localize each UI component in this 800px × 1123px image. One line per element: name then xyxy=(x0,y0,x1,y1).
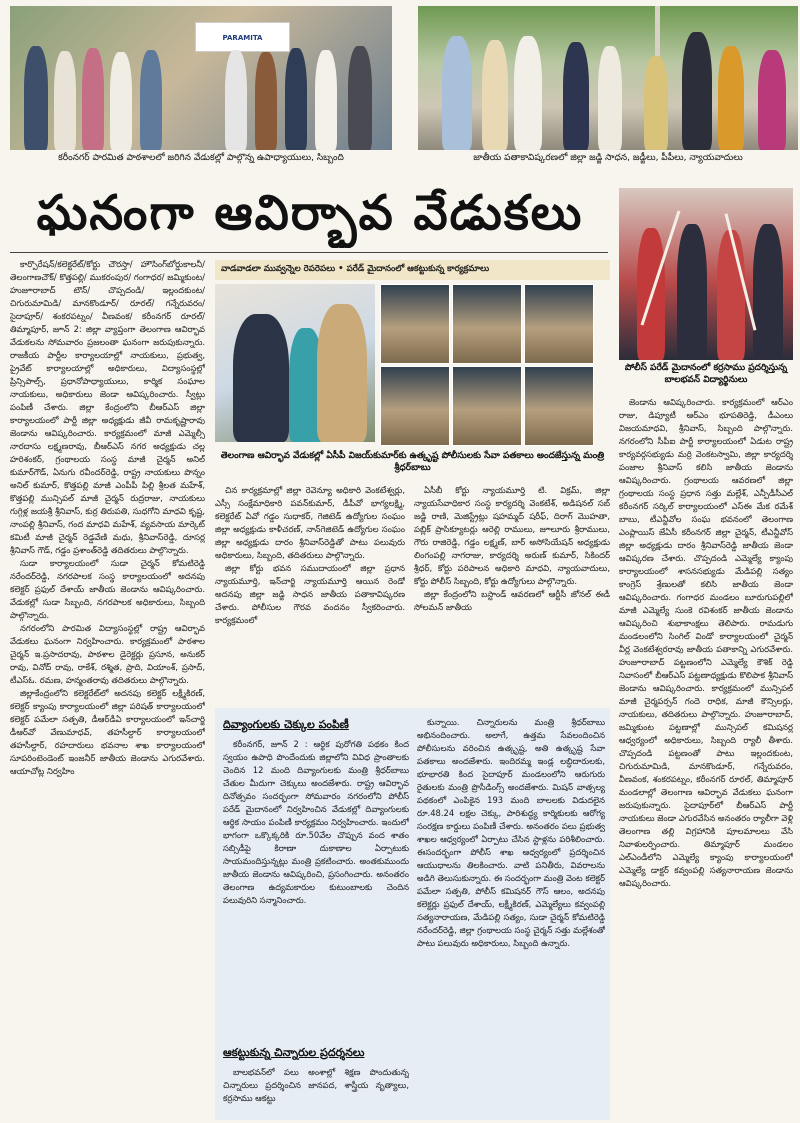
right-mid-column xyxy=(414,484,610,704)
article-paragraph: బాలభవన్‌లో పలు అంశాల్లో శిక్షణ పొందుతున్న చిన్నారులు ప్రదర్శించిన జానపద, శాస్త్రీయ నృత్యాలు, కర్రసాము ఆకట్టు xyxy=(223,1067,409,1103)
person-figure xyxy=(315,50,337,150)
article-paragraph: చిన కార్యక్రమాల్లో జిల్లా రెవెన్యూ అధికారి వెంకటేశ్వర్లు, ఎస్సీ సంక్షేమాధికారి పవన్‌కుమార్, డీపీవో భాగ్యలక్ష్మి, కలెక్టరేట్ ఏవో గడ్డం సుధాకర్, గెజిటెడ్ ఉద్యోగుల సంఘం జిల్లా అధ్యక్షుడు కాళీచరణ్, నాన్‌గెజిటెడ్ ఉద్యోగుల సంఘం జిల్లా అధ్యక్షుడు దారం శ్రీనివాస్‌రెడ్డితో పాటు పలువురు అధికారులు, సిబ్బంది, తదితరులు పాల్గొన్నారు. xyxy=(215,485,405,560)
photo-medal-ceremony xyxy=(215,284,375,442)
photo-stick-fighting xyxy=(619,188,793,360)
top-right-caption: జాతీయ పతాకావిష్కరణలో జిల్లా జడ్జి సాధన, జడ్జీలు, పీపీలు, న్యాయవాదులు xyxy=(473,153,743,163)
police-officer-figure xyxy=(317,304,367,442)
person-figure xyxy=(54,51,76,150)
far-right-column xyxy=(619,396,793,1118)
article-paragraph: ఏసీబీ కోర్టు న్యాయమూర్తి టి. విక్రమ్, జిల్లా న్యాయసేవాధికార సంస్థ కార్యదర్శి వెంకటేశ్, అడిషనల్ సబ్ జడ్జి రాణి, మెజిస్ట్రేట్లు షహమ్మద్ షరీఫ్, దిరాగ్ మొహతా, పబ్లిక్ ప్రాసిక్యూటర్లు ఆరెల్లి రాములు, జూలూరు శ్రీరాములు, గౌరు రాజిరెడ్డి, గడ్డం లక్ష్మణ్, బార్ అసోసియేషన్ అధ్యక్షుడు లింగంపల్లి నాగరాజు, కార్యదర్శి అరుణ్ కుమార్, సికిందర్ శ్రీధర్, కోర్టు పరిపాలన అధికారి మాధవి, న్యాయవాదులు, కోర్టు పోలీస్ సిబ్బంది, కోర్టు ఉద్యోగులు పాల్గొన్నారు. xyxy=(414,485,610,586)
photo-police-3 xyxy=(524,284,594,364)
paramita-banner: PARAMITA xyxy=(195,22,290,52)
box-sub-text xyxy=(223,1066,409,1118)
person-figure xyxy=(644,56,668,150)
photo-police-5 xyxy=(452,366,522,446)
article-paragraph: జెండాను ఆవిష్కరించారు. కార్యక్రమంలో ఆర్‌ఎం రాజు, డిప్యూటీ ఆర్ఎం భూపతిరెడ్డి, డీఎంలు విజయమాధవి, శ్రీనివాస్, సిబ్బంది పాల్గొన్నారు. నగరంలోని సీపీఐ పార్టీ కార్యాలయంలో ఏడుట రాష్ట్ర కార్యవర్గసభ్యుడు మర్రి వెంకటస్వామి, జిల్లా కార్యదర్శి పంజాల శ్రీనివాస్ కలిసి జాతీయ జెండాను ఆవిష్కరించారు. గ్రంథాలయ ఆవరణలో జిల్లా గ్రంథాలయ సంస్థ ప్రధాన సత్తు మల్లేశ్, ఎన్పీడీసీఎల్ కరీంనగర్ సర్కిల్ కార్యాలయంలో ఎస్ఈ మేక రమేశ్ బాబు, టీఎన్జీవోల సంఘ భవనంలో తెలంగాణ ఎంప్లాయిస్ జేఏసీ కరీంనగర్ జిల్లా చైర్మన్, టీఎన్జీవోస్ జిల్లా అధ్యక్షుడు దారం శ్రీనివాస్‌రెడ్డి జాతీయ జెండా ఆవిష్కరణ చేశారు. చొప్పదండి ఎమ్మెల్యే క్యాంపు కార్యాలయంలో శాసనసభ్యుడు మేడిపల్లి సత్యం కాంగ్రెస్ శ్రేణులతో కలిసి జాతీయ జెండా ఆవిష్కరించారు. గంగాధర మండలం బూరుగుపల్లిలో మాజీ ఎమ్మెల్యే సుంకె రవిశంకర్ జాతీయ జెండాను ఆవిష్కరించి శుభాకాంక్షలు తెలిపారు. రామడుగు మండలంలోని సింగిల్ విండో కార్యాలయంలో చైర్మన్ వీర్ల వెంకటేశ్వరరావు జాతీయ పతాకాన్ని ఎగురవేశారు. హుజూరాబాద్ పట్టణంలోని ఎమ్మెల్యే కౌశిక్ రెడ్డి నివాసంలో బీఆర్ఎస్ పట్టణాధ్యక్షుడు కొలిపాక శ్రీనివాస్ జెండాను ఆవిష్కరించారు. కార్యక్రమంలో మున్సిపల్ మాజీ చైర్మపర్సన్ గందె రాధిక, మాజీ కౌన్సిలర్లు, నాయకులు, తదితరులు పాల్గొన్నారు. హుజూరాబాద్, జమ్మికుంట పట్టణాల్లో మున్సిపల్ కమిషనర్ల ఆధ్వర్యంలో అధికారులు, సిబ్బంది ర్యాలీ తీశారు. చొప్పదండి పట్టణంతో పాటు ఇల్లందకుంట, చిగురుమామిడి, మానకొండూర్, గన్నేరువరం, వీణవంక, శంకరపట్నం, కరీంనగర్ రూరల్, తిమ్మాపూర్ మండలాల్లో తెలంగాణ ఆవిర్భావ వేడుకలు ఘనంగా జరుపుకున్నారు. సైదాపూర్‌లో బీఆర్ఎస్ పార్టీ నాయకులు జెండా ఎగురవేసిన అనంతరం ర్యాలీగా వెళ్లి తెలంగాణ తల్లి విగ్రహానికి పూలమాలలు వేసి నివాళులర్పించారు. తిమ్మాపూర్ మండలం ఎల్ఎండీలోని ఎమ్మెల్యే క్యాంపు కార్యాలయంలో ఎమ్మెల్యే డాక్టర్ కవ్వంపల్లి సత్యనారాయణ జెండాను ఆవిష్కరించారు. xyxy=(619,397,793,888)
person-figure xyxy=(348,46,372,150)
person-figure xyxy=(677,224,707,360)
left-column xyxy=(10,258,205,1118)
article-paragraph: కార్పొరేషన్/కలెక్టరేట్/కోర్టు చౌరస్తా/ హౌసింగ్‌బోర్డుకాలనీ/ తెలంగాణచౌక్/ కొత్తపల్లి/ ముకరంపుర/ గంగాధర/ జమ్మికుంట/ హుజూరాబాద్ టౌన్/ చొప్పదండి/ ఇల్లందకుంట/ చిగురుమామిడి/ మానకొండూర్/ రూరల్/ గన్నేరువరం/ సైదాపూర్/ శంకరపట్నం/ వీణవంక/ కరీంనగర్ రూరల్/ తిమ్మాపూర్, జూన్ 2: జిల్లా వ్యాప్తంగా తెలంగాణ ఆవిర్భావ వేడుకలను సోమవారం ప్రజలంతా ఘనంగా జరుపుకున్నారు. రాజకీయ పార్టీల కార్యాలయాల్లో నాయకులు, ప్రభుత్వ, ప్రైవేట్ కార్యాలయాల్లో అధికారులు, విద్యాసంస్థల్లో ప్రిన్సిపాల్స్, ప్రధానోపాధ్యాయులు, కార్మిక సంఘాల నాయకులు, అధికారులు జెండా ఆవిష్కరించారు. స్వీట్లు పంపిణీ చేశారు. జిల్లా కేంద్రంలోని బీఆర్ఎస్ జిల్లా కార్యాలయంలో పార్టీ జిల్లా అధ్యక్షుడు జీవీ రామకృష్ణారావు జెండాను ఆవిష్కరించారు. కార్యక్రమంలో మాజీ ఎమ్మెల్సీ నారదాసు లక్ష్మణరావు, బీఆర్ఎస్ నగర అధ్యక్షుడు చల్ల హరిశంకర్, గ్రంథాలయ సంస్థ మాజీ చైర్మన్ అనిల్ కుమార్‌గౌడ్, ఏనుగు రవీందర్‌రెడ్డి, రాష్ట్ర నాయకులు పొన్నం అనిల్ కుమార్, కొత్తపల్లి మాజీ ఎంపీపీ పిల్లి శ్రీలత మహేశ్, కొత్తపల్లి మున్సిపల్ మాజీ చైర్మన్ రుద్రరాజు, నాయకులు గుగ్గిళ్ల జయశ్రీ శ్రీనివాస్, కుర్ర తిరుపతి, సుధగోని మాధవి కృష్ణ, నాంపల్లి శ్రీనివాస్, గంద మాధవి మహేశ్, వ్యవసాయ మార్కెట్ కమిటీ మాజీ చైర్మన్ రెడ్డవేణి మధు, శ్రీనివాస్‌రెడ్డి, దూసర్ల శ్రీనివాస్ గౌడ్, గడ్డం ప్రశాంత్‌రెడ్డి తదితరులు పాల్గొన్నారు. xyxy=(10,259,205,555)
photo-flag-hoisting xyxy=(418,6,798,150)
person-figure xyxy=(753,224,783,360)
person-figure xyxy=(442,36,472,150)
article-paragraph: కరీంనగర్, జూన్ 2 : ఆర్థిక పురోగతి పథకం కింద స్వయం ఉపాధి పొందేందుకు జిల్లాలోని వివిధ ప్రాంతాలకు చెందిన 12 మంది దివ్యాంగులకు మంత్రి శ్రీధర్‌బాబు చేతుల మీదుగా చెక్కులు అందజేశారు. రాష్ట్ర ఆవిర్భావ దినోత్సవం సందర్భంగా సోమవారం నగరంలోని పోలీస్ పరేడ్ మైదానంలో నిర్వహించిన వేడుకల్లో దివ్యాంగులకు ఆర్థిక సాయం పంపిణీ కార్యక్రమం నిర్వహించారు. ఇందులో భాగంగా ఒక్కొక్కరికి రూ.50వేల చొప్పున వంద శాతం సబ్సిడీపై కిరాణా దుకాణాల ఏర్పాటుకు సాయమందిస్తున్నట్లు మంత్రి ప్రకటించారు. అంతకుముందు జాతీయ జెండాను ఆవిష్కరించి, ప్రసంగించారు. అనంతరం తెలంగాణ ఉద్యమకారుల కుటుంబాలకు చెందిన పలువురిని సన్మానించారు. xyxy=(223,739,409,905)
person-figure xyxy=(110,52,132,150)
mid-column xyxy=(215,484,405,704)
box-right-column xyxy=(417,716,605,1116)
person-figure xyxy=(682,32,712,150)
center-photo-caption: తెలంగాణ ఆవిర్భావ వేడుకల్లో ఏసీపీ విజయ్‌కుమార్‌కు ఉత్కృష్ట పోలీసులకు సేవా పతకాలు అందజేస్తున్న మంత్రి శ్రీధర్‌బాబు xyxy=(220,451,605,473)
box-left-column xyxy=(223,738,409,1038)
photo-police-4 xyxy=(380,366,450,446)
person-figure xyxy=(717,230,745,360)
person-figure xyxy=(514,36,542,150)
article-paragraph: జిల్లా కేంద్రంలోని బస్టాండ్ ఆవరణలో ఆర్టీసీ జోనల్ ఈడీ సోలమన్ జాతీయ xyxy=(414,589,610,612)
article-paragraph: కున్నాయి. చిన్నారులను మంత్రి శ్రీధర్‌బాబు అభినందించారు. అలాగే, ఉత్తమ సేవలందించిన పోలీసులను వరించిన ఉత్కృష్ట, అతి ఉత్కృష్ట సేవా పతకాలు అందజేశారు. ఇందిరమ్మ ఇండ్ల లబ్ధిదారులకు, భూభారతి కింద సైదాపూర్ మండలంలోని ఆరుగురు రైతులకు మంత్రి ప్రొసీడింగ్స్ అందజేశారు. మిషన్ వాత్సల్య పథకంలో ఎంపికైన 193 మంది బాలలకు విడుదలైన రూ.48.24 లక్షల చెక్కు, పారిశుద్ధ్య కార్మికులకు ఆరోగ్య సంరక్షణ కార్డులు పంపిణీ చేశారు. అనంతరం పలు ప్రభుత్వ శాఖల ఆధ్వర్యంలో ఏర్పాటు చేసిన స్టాళ్లను పరిశీలించారు. ఈసందర్భంగా పోలీస్ శాఖ ఆధ్వర్యంలో ప్రదర్శించిన ఆయుధాలను తిలకించారు. వాటి పనితీరు, వివరాలను అడిగి తెలుసుకున్నారు. ఈ సందర్భంగా మంత్రి వెంట కలెక్టర్ పమేలా సత్పతి, పోలీస్ కమిషనర్ గౌస్ ఆలం, అదనపు కలెక్టర్లు ప్రఫుల్ దేశాయ్, లక్ష్మీకిరణ్, ఎమ్మెల్యేలు కవ్వంపల్లి సత్యనారాయణ, మేడిపల్లి సత్యం, సుడా చైర్మన్ కోమటిరెడ్డి నరేందర్‌రెడ్డి, జిల్లా గ్రంథాలయ సంస్థ చైర్మన్ సత్తు మల్లేశంతో పాటు పలువురు అధికారులు, సిబ్బంది ఉన్నారు. xyxy=(417,717,605,948)
box-sub-heading: ఆకట్టుకున్న చిన్నారుల ప్రదర్శనలు xyxy=(223,1046,365,1059)
article-paragraph: నగరంలోని పారమిత విద్యాసంస్థల్లో రాష్ట్ర ఆవిర్భావ వేడుకలు ఘనంగా నిర్వహించారు. కార్యక్రమంలో పాఠశాల చైర్మన్ ఇ.ప్రసాదరావు, పాఠశాల డైరెక్టర్లు ప్రసూన, అనుకర్ రావు, వినోద్ రావు, రాకేశ్, రశ్మిత, ప్రాది, వియాంశ్, ప్రసాద్, టీఎస్ఓ. రమణ, హన్మంతరావు తదితరులు పాల్గొన్నారు. xyxy=(10,623,205,685)
box-heading: దివ్యాంగులకు చెక్కుల పంపిణీ xyxy=(223,718,349,731)
top-left-caption: కరీంనగర్ పారమిత పాఠశాలలో జరిగిన వేడుకల్లో పాల్గొన్న ఉపాధ్యాయులు, సిబ్బంది xyxy=(58,153,344,163)
person-figure xyxy=(24,46,48,150)
person-figure xyxy=(140,50,162,150)
divyang-cheques-box xyxy=(215,708,610,1120)
minister-figure xyxy=(233,314,289,442)
article-paragraph: సుడా కార్యాలయంలో సుడా చైర్మన్ కోమటిరెడ్డి నరేందర్‌రెడ్డి, నగరపాలక సంస్థ కార్యాలయంలో అదనపు కలెక్టర్ ప్రఫుల్ దేశాయ్ జాతీయ జెండాను ఆవిష్కరించారు. వేడుకల్లో సుడా సిబ్బంది, నగరపాలక అధికారులు, సిబ్బంది పాల్గొన్నారు. xyxy=(10,558,205,620)
photo-police-2 xyxy=(452,284,522,364)
person-figure xyxy=(718,46,744,150)
photo-police-6 xyxy=(524,366,594,446)
page-headline: ఘనంగా ఆవిర్భావ వేడుకలు xyxy=(36,185,584,241)
article-paragraph: జిల్లాకేంద్రంలోని కలెక్టరేట్‌లో అదనపు కలెక్టర్ లక్ష్మీకిరణ్, కలెక్టర్ క్యాంపు కార్యాలయంలో జిల్లా పరిషత్ కార్యాలయంలో కలెక్టర్ పమేలా సత్పతి, డీఆర్‌డీఏ కార్యాలయంలో ఇన్‌చార్జి డీఆర్‌వో వేణుమాధవ్, తహసీల్దార్ కార్యాలయంలో తహసీల్దార్, రహదారులు భవనాల శాఖ కార్యాలయంలో సూపరింటెండెంట్ ఇంజనీర్ జాతీయ జెండాను ఎగురవేశారు. ఆయాచోట్ల నిర్వహిం xyxy=(10,688,205,776)
person-figure xyxy=(482,40,508,150)
photo-teachers-group xyxy=(10,6,392,150)
person-figure xyxy=(255,52,277,150)
center-strip-title: వాడవాడలా మువ్వన్నెల రెపరెపలు • పరేడ్ మైదానంలో ఆకట్టుకున్న కార్యక్రమాలు xyxy=(215,260,610,280)
person-figure xyxy=(225,50,247,150)
photo-police-1 xyxy=(380,284,450,364)
person-figure xyxy=(758,50,786,150)
person-figure xyxy=(82,48,104,150)
article-paragraph: జిల్లా కోర్టు భవన సముదాయంలో జిల్లా ప్రధాన న్యాయమూర్తి, ఇన్‌చార్జి న్యాయమూర్తి ఆయిన రెండో అదనపు జిల్లా జడ్జి సాధన జాతీయ పతాకావిష్కరణ చేశారు. పోలీసుల గౌరవ వందనం స్వీకరించారు. కార్యక్రమంలో xyxy=(215,563,405,625)
person-figure xyxy=(563,42,589,150)
headline-divider xyxy=(10,252,608,253)
person-figure xyxy=(598,46,622,150)
right-photo-caption: పోలీస్ పరేడ్ మైదానంలో కర్రసాము ప్రదర్శిస్తున్న బాలభవన్ విద్యార్థినులు xyxy=(624,363,788,385)
person-figure xyxy=(285,48,307,150)
